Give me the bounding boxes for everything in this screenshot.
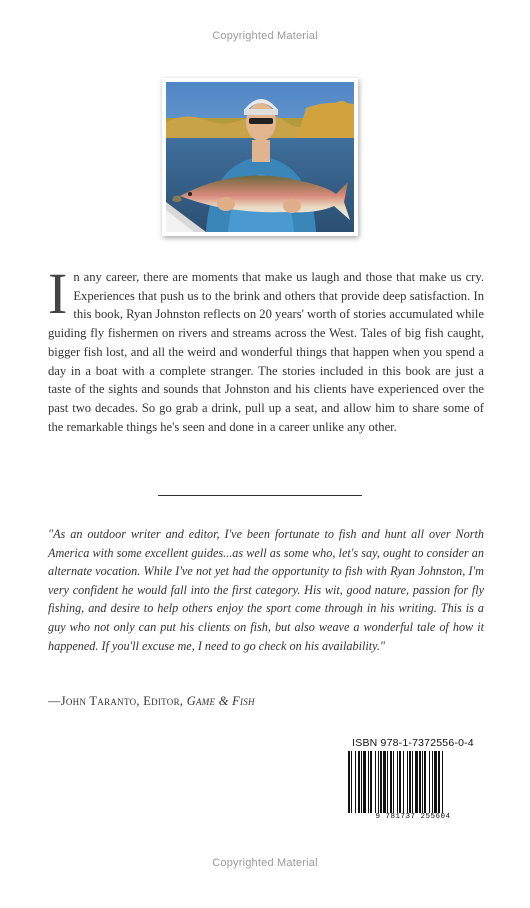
barcode-bar: [399, 751, 401, 813]
barcode-bar: [355, 751, 356, 813]
endorsement-quote: "As an outdoor writer and editor, I've been fortunate to fish and hunt all over North America with some excellent guides...as well as some who, let's say, ought to consider an alternate vocation. While I've not yet had the opportunity to fish with Ryan Johnston, I'm very confident he would fall into the first category. His wit, good nature, passion for fly fishing, and desire to help others enjoy the sport come through in his writing. This is a guy who not only can put his clients on fish, but also weave a wonderful tale of how it happened. If you'll excuse me, I need to go check on his availability.": [48, 527, 484, 653]
drop-cap: I: [48, 261, 68, 326]
barcode-bar: [412, 751, 413, 813]
barcode-bar: [419, 751, 421, 813]
barcode-bar: [358, 751, 360, 813]
isbn-barcode: [344, 737, 482, 825]
barcode-bar: [409, 751, 411, 813]
barcode-bar: [361, 751, 362, 813]
barcode-bar: [390, 751, 392, 813]
barcode-bar: [383, 751, 386, 813]
barcode-bar: [415, 751, 418, 813]
barcode-bars: [346, 751, 480, 813]
isbn-label: ISBN 978-1-7372556-0-4: [352, 737, 474, 749]
endorsement-attribution: [48, 694, 255, 709]
book-blurb: [48, 261, 484, 436]
barcode-bar: [429, 751, 430, 813]
blurb-text: n any career, there are moments that make us laugh and those that make us cry. Experiences that push us to the brink and others that provide deep satisfaction. In this book, Ryan Johnston reflects on 20 years' worth of stories accumulated while guiding fly fishermen on rivers and streams across the West. Tales of big fish caught, bigger fish lost, and all the weird and wonderful things that happen when you spend a day in a boat with a complete stranger. The stories included in this book are just a taste of the sights and sounds that Johnston and his clients have experienced over the past two decades. So go grab a drink, pull up a seat, and allow him to share some of the remarkable things he's seen and done in a career unlike any other.: [48, 270, 484, 434]
barcode-bar: [375, 751, 376, 813]
attribution-dash: —: [48, 694, 61, 708]
barcode-bar: [378, 751, 379, 813]
barcode-bar: [387, 751, 388, 813]
barcode-bar: [348, 751, 350, 813]
barcode-bar: [380, 751, 382, 813]
barcode-bar: [370, 751, 372, 813]
copyright-watermark-bottom: Copyrighted Material: [212, 857, 318, 869]
barcode-bar: [442, 751, 443, 813]
barcode-bar: [434, 751, 437, 813]
copyright-watermark-top: Copyrighted Material: [212, 30, 318, 42]
barcode-bar: [393, 751, 394, 813]
isbn-digits: 9 781737 255604: [375, 813, 451, 821]
barcode-bar: [424, 751, 426, 813]
barcode-bar: [363, 751, 366, 813]
barcode-bar: [397, 751, 398, 813]
barcode-bar: [432, 751, 433, 813]
section-divider: [158, 495, 362, 496]
barcode-bar: [351, 751, 352, 813]
author-photo: [162, 78, 358, 236]
barcode-bar: [368, 751, 369, 813]
barcode-bar: [438, 751, 440, 813]
attribution-name: John Taranto, Editor,: [60, 694, 187, 708]
photo-fisherman-with-trout: [166, 82, 354, 232]
attribution-publication: Game & Fish: [186, 694, 255, 708]
barcode-bar: [407, 751, 408, 813]
barcode-bar: [403, 751, 404, 813]
barcode-bar: [422, 751, 423, 813]
